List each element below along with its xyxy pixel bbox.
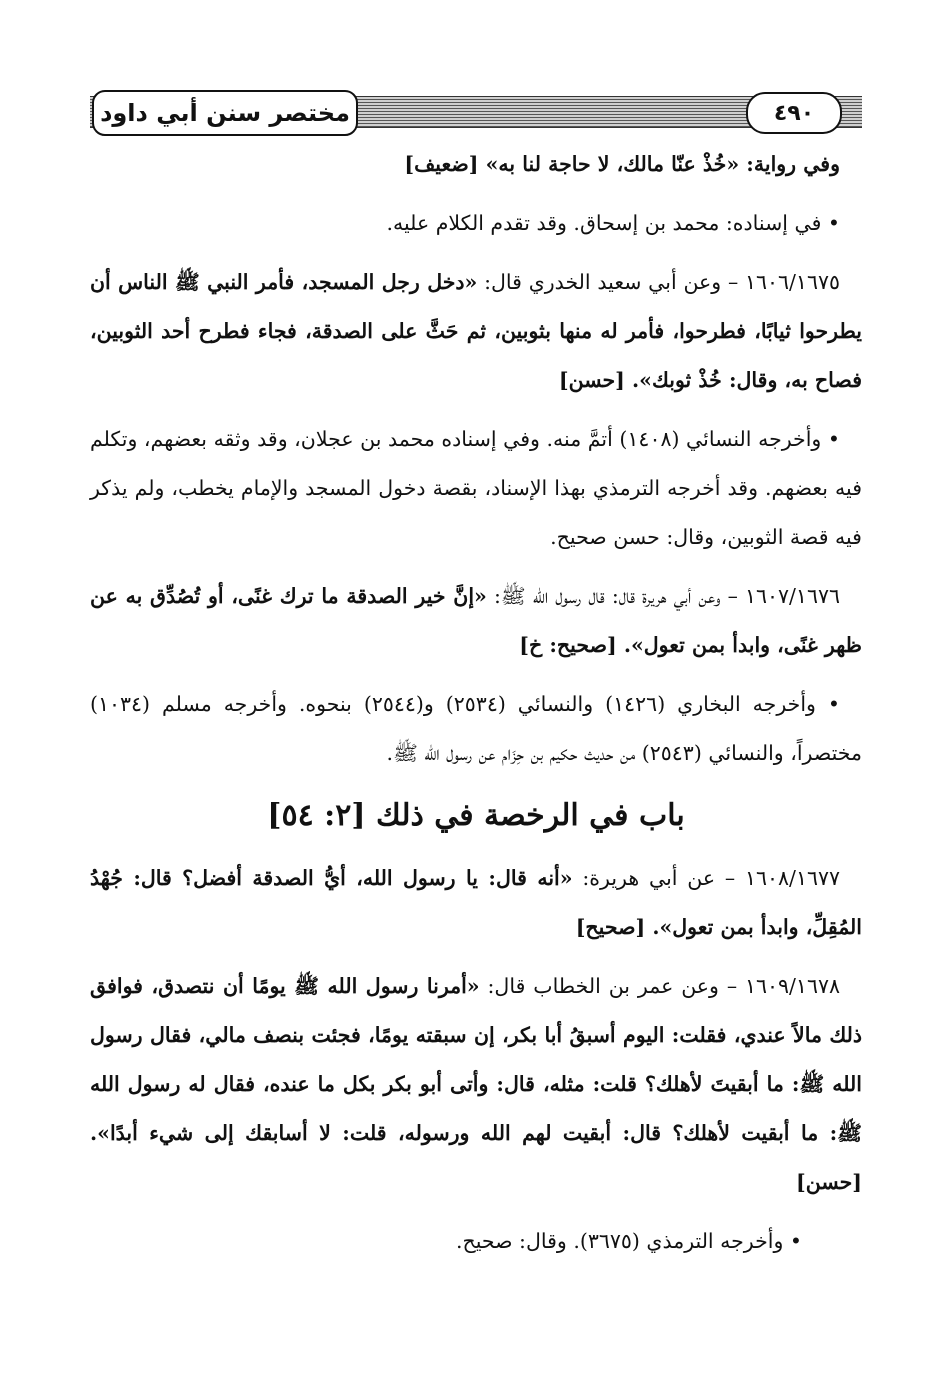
hadith-1677 — [90, 854, 862, 952]
page-header — [90, 90, 862, 138]
isnad-note: • في إسناده: محمد بن إسحاق. وقد تقدم الكلام عليه. — [386, 211, 840, 235]
note-1676: • وأخرجه البخاري (١٤٢٦) والنسائي (٢٥٣٤) و(٢٥٤٤) بنحوه. وأخرجه مسلم (١٠٣٤) مختصراً، والنسائي (٢٥٤٣) من حديث حكيم بن حِزَام عن رسول الله ﷺ. — [90, 692, 862, 765]
hadith-1677-text: «أنه قال: يا رسول الله، أيُّ الصدقة أفضل؟ قال: جُهْدُ المُقِلِّ، وابدأ بمن تعول». [صحيح] — [90, 866, 862, 939]
hadith-1678-number: ١٦٠٩/١٦٧٨ – وعن عمر بن الخطاب قال: — [479, 974, 840, 998]
note-1678: • وأخرجه الترمذي (٣٦٧٥). وقال: صحيح. — [455, 1229, 802, 1253]
book-title: مختصر سنن أبي داود — [92, 90, 358, 136]
page-number: ٤٩٠ — [746, 92, 842, 134]
hadith-1675-number: ١٦٠٦/١٦٧٥ – وعن أبي سعيد الخدري قال: — [477, 270, 840, 294]
hadith-1676-number: ١٦٠٧/١٦٧٦ – وعن أبي هريرة قال: قال رسول الله ﷺ: — [486, 584, 840, 608]
page-content — [90, 140, 862, 1276]
hadith-1675-text: «دخل رجل المسجد، فأمر النبي ﷺ الناس أن يطرحوا ثيابًا، فطرحوا، فأمر له منها بثوبين، ثم حَثَّ على الصدقة، فجاء فطرح أحد الثوبين، فصاح به، وقال: خُذْ ثوبك». [حسن] — [90, 270, 862, 392]
note-1675: • وأخرجه النسائي (١٤٠٨) أتمَّ منه. وفي إسناده محمد بن عجلان، وقد وثقه بعضهم، وتكلم فيه بعضهم. وقد أخرجه الترمذي بهذا الإسناد، بقصة دخول المسجد والإمام يخطب، ولم يذكر فيه قصة الثوبين، وقال: حسن صحيح. — [90, 427, 862, 549]
narration-variant: وفي رواية: «خُذْ عنّا مالك، لا حاجة لنا به» [ضعيف] — [404, 152, 840, 176]
hadith-1675 — [90, 258, 862, 405]
hadith-1677-number: ١٦٠٨/١٦٧٧ – عن أبي هريرة: — [572, 866, 840, 890]
hadith-1676 — [90, 572, 862, 670]
hadith-1678 — [90, 962, 862, 1207]
hadith-1676-text: «إنَّ خير الصدقة ما ترك غنًى، أو تُصُدِّق به عن ظهر غنًى، وابدأ بمن تعول». [صحيح: خ] — [90, 584, 862, 657]
hadith-1678-text: «أمرنا رسول الله ﷺ يومًا أن نتصدق، فوافق ذلك مالاً عندي، فقلت: اليوم أسبقُ أبا بكر، إن سبقته يومًا، فجئت بنصف مالي، فقال رسول الله ﷺ: ما أبقيتَ لأهلك؟ قلت: مثله، قال: وأتى أبو بكر بكل ما عنده، فقال له رسول الله ﷺ: ما أبقيت لأهلك؟ قال: أبقيت لهم الله ورسوله، قلت: لا أسابقك إلى شيء أبدًا». [حسن] — [90, 974, 862, 1194]
chapter-heading: باب في الرخصة في ذلك [٢: ٥٤] — [267, 798, 685, 833]
